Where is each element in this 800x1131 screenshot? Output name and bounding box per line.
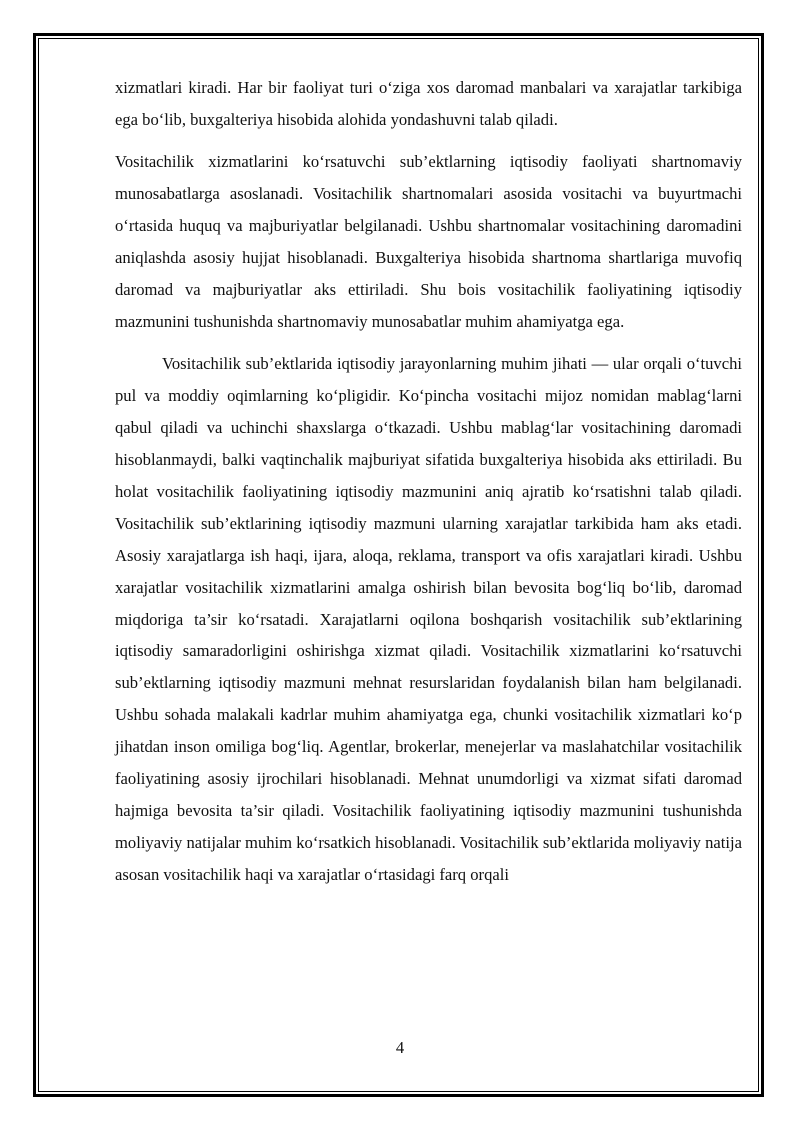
paragraph-1: xizmatlari kiradi. Har bir faoliyat turi o‘ziga xos daromad manbalari va xarajatlar tarkibiga ega bo‘lib, buxgalteriya hisobida alohida yondashuvni talab qiladi.	[115, 78, 742, 129]
page-number: 4	[395, 1038, 405, 1057]
page-body	[115, 72, 742, 891]
paragraph-3: Vositachilik sub’ektlarida iqtisodiy jarayonlarning muhim jihati — ular orqali o‘tuvchi pul va moddiy oqimlarning ko‘pligidir. Ko‘pincha vositachi mijoz nomidan mablag‘larni qabul qiladi va uchinchi shaxslarga o‘tkazadi. Ushbu mablag‘lar vositachining daromadi hisoblanmaydi, balki vaqtinchalik majburiyat sifatida buxgalteriya hisobida aks ettiriladi. Bu holat vositachilik faoliyatining iqtisodiy mazmunini aniq ajratib ko‘rsatishni talab qiladi. Vositachilik sub’ektlarining iqtisodiy mazmuni ularning xarajatlar tarkibida ham aks etadi. Asosiy xarajatlarga ish haqi, ijara, aloqa, reklama, transport va ofis xarajatlari kiradi. Ushbu xarajatlar vositachilik xizmatlarini amalga oshirish bilan bevosita bog‘liq bo‘lib, daromad miqdoriga ta’sir ko‘rsatadi. Xarajatlarni oqilona boshqarish vositachilik sub’ektlarining iqtisodiy samaradorligini oshirishga xizmat qiladi. Vositachilik xizmatlarini ko‘rsatuvchi sub’ektlarning iqtisodiy mazmuni mehnat resurslaridan foydalanish bilan ham belgilanadi. Ushbu sohada malakali kadrlar muhim ahamiyatga ega, chunki vositachilik xizmatlari ko‘p jihatdan inson omiliga bog‘liq. Agentlar, brokerlar, menejerlar va maslahatchilar vositachilik faoliyatining asosiy ijrochilari hisoblanadi. Mehnat unumdorligi va xizmat sifati daromad hajmiga bevosita ta’sir qiladi. Vositachilik faoliyatining iqtisodiy mazmunini tushunishda moliyaviy natijalar muhim ko‘rsatkich hisoblanadi. Vositachilik sub’ektlarida moliyaviy natija asosan vositachilik haqi va xarajatlar o‘rtasidagi farq orqali	[115, 354, 742, 884]
paragraph-2: Vositachilik xizmatlarini ko‘rsatuvchi sub’ektlarning iqtisodiy faoliyati shartnomaviy munosabatlarga asoslanadi. Vositachilik shartnomalari asosida vositachi va buyurtmachi o‘rtasida huquq va majburiyatlar belgilanadi. Ushbu shartnomalar vositachining daromadini aniqlashda asosiy hujjat hisoblanadi. Buxgalteriya hisobida shartnoma shartlariga muvofiq daromad va majburiyatlar aks ettiriladi. Shu bois vositachilik faoliyatining iqtisodiy mazmunini tushunishda shartnomaviy munosabatlar muhim ahamiyatga ega.	[115, 152, 742, 331]
